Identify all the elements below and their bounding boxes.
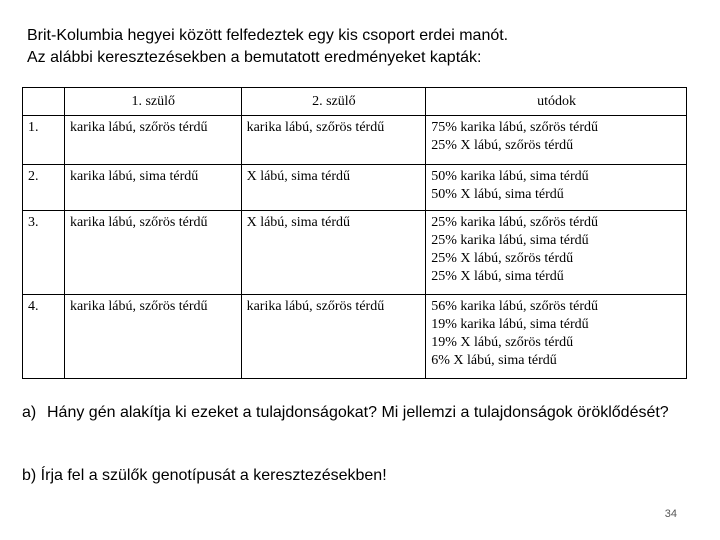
offspring-line: 25% X lábú, szőrös térdű: [431, 251, 574, 266]
row-number: 1.: [23, 116, 65, 165]
header-offspring: utódok: [426, 88, 687, 116]
header-parent-1: 1. szülő: [64, 88, 241, 116]
offspring-line: 6% X lábú, sima térdű: [431, 353, 557, 368]
page-number: 34: [664, 508, 677, 520]
parent-1-cell: karika lábú, szőrös térdű: [64, 116, 241, 165]
parent-1-cell: karika lábú, szőrös térdű: [64, 295, 241, 379]
question-a: [22, 402, 702, 423]
table-row: [23, 211, 687, 295]
table-row: [23, 295, 687, 379]
offspring-cell: [426, 295, 687, 379]
header-number: [23, 88, 65, 116]
offspring-line: 56% karika lábú, szőrös térdű: [431, 299, 598, 314]
row-number: 3.: [23, 211, 65, 295]
parent-1-cell: karika lábú, sima térdű: [64, 165, 241, 211]
offspring-line: 25% karika lábú, sima térdű: [431, 233, 589, 248]
offspring-line: 25% karika lábú, szőrös térdű: [431, 215, 598, 230]
offspring-line: 19% X lábú, szőrös térdű: [431, 335, 574, 350]
question-a-text: Hány gén alakítja ki ezeket a tulajdonságokat? Mi jellemzi a tulajdonságok öröklődését?: [47, 404, 669, 421]
offspring-cell: [426, 211, 687, 295]
parent-2-cell: X lábú, sima térdű: [241, 165, 426, 211]
table-header-row: [23, 88, 687, 116]
header-parent-2: 2. szülő: [241, 88, 426, 116]
row-number: 4.: [23, 295, 65, 379]
offspring-line: 25% X lábú, szőrös térdű: [431, 138, 574, 153]
intro-text: [27, 25, 707, 69]
intro-line-2: Az alábbi keresztezésekben a bemutatott eredményeket kapták:: [27, 49, 482, 66]
offspring-line: 50% X lábú, sima térdű: [431, 187, 564, 202]
question-a-label: a): [22, 404, 37, 421]
parent-1-cell: karika lábú, szőrös térdű: [64, 211, 241, 295]
cross-results-table: [22, 87, 687, 379]
parent-2-cell: X lábú, sima térdű: [241, 211, 426, 295]
table-row: [23, 116, 687, 165]
offspring-line: 50% karika lábú, sima térdű: [431, 169, 589, 184]
offspring-cell: [426, 165, 687, 211]
table-row: [23, 165, 687, 211]
parent-2-cell: karika lábú, szőrös térdű: [241, 116, 426, 165]
offspring-line: 75% karika lábú, szőrös térdű: [431, 120, 598, 135]
offspring-line: 25% X lábú, sima térdű: [431, 269, 564, 284]
question-b: b) Írja fel a szülők genotípusát a keresztezésekben!: [22, 467, 387, 484]
row-number: 2.: [23, 165, 65, 211]
parent-2-cell: karika lábú, szőrös térdű: [241, 295, 426, 379]
offspring-line: 19% karika lábú, sima térdű: [431, 317, 589, 332]
intro-line-1: Brit-Kolumbia hegyei között felfedeztek egy kis csoport erdei manót.: [27, 27, 509, 44]
offspring-cell: [426, 116, 687, 165]
